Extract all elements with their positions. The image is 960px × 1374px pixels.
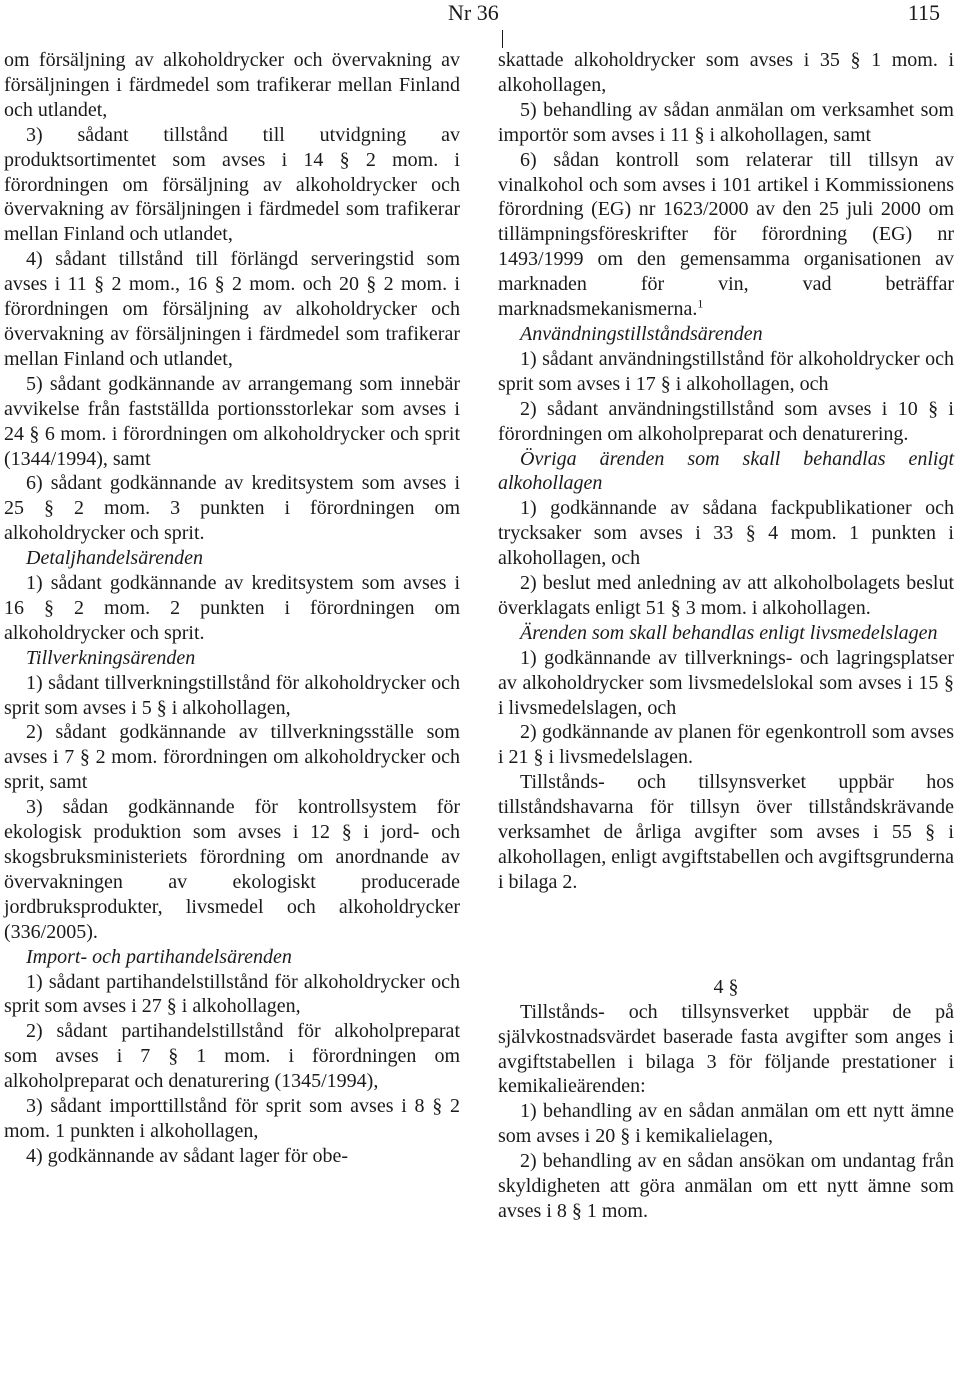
paragraph-text: 1) godkännande av sådana fackpublikationer och trycksaker som avses i 33 § 4 mom. 1 punkten i alkohollagen, och [498,497,954,570]
paragraph [4,471,460,546]
paragraph [498,148,954,322]
paragraph-text: 2) sådant partihandelstillstånd för alkoholpreparat som avses i 7 § 1 mom. i förordningen om alkoholpreparat och denaturering (1345/1994), [4,1020,460,1093]
section-heading-text: Användningstillståndsärenden [520,322,763,345]
paragraph-text: 4) godkännande av sådant lager för obe- [26,1144,349,1167]
paragraph-text: 3) sådant tillstånd till utvidgning av produktsortimentet som avses i 14 § 2 mom. i förordningen om försäljning av alkoholdrycker och övervakning av försäljningen i färdmedel som trafikerar mellan Finland och utlandet, [4,123,460,246]
section-gap [498,915,954,955]
paragraph [4,671,460,721]
section-heading [4,646,460,671]
paragraph-text: skattade alkoholdrycker som avses i 35 § 1 mom. i alkohollagen, [498,49,954,96]
paragraph [498,347,954,397]
paragraph-text: 5) behandling av sådan anmälan om verksamhet som importör som avses i 11 § i alkohollagen, samt [498,98,954,146]
paragraph-text: 4) sådant tillstånd till förlängd serveringstid som avses i 11 § 2 mom., 16 § 2 mom. och 20 § 2 mom. i förordningen om försäljning av alkoholdrycker och övervakning av försäljningen i färdmedel som trafikerar mellan Finland och utlandet, [4,248,460,370]
page-number: 115 [907,0,940,25]
paragraph-text: 1) sådant godkännande av kreditsystem som avses i 16 § 2 mom. 2 punkten i förordningen om alkoholdrycker och sprit. [4,572,460,644]
footnote-marker: 1 [697,296,704,311]
paragraph [4,1144,460,1169]
paragraph [498,646,954,721]
paragraph [498,397,954,447]
paragraph [4,795,460,944]
paragraph [4,720,460,795]
paragraph [4,1019,460,1094]
paragraph [4,571,460,646]
paragraph-text: 1) godkännande av tillverknings- och lagringsplatser av alkoholdrycker som livsmedelslokal som avses i 15 § i livsmedelslagen, och [498,646,954,719]
paragraph [4,372,460,472]
paragraph [4,123,460,248]
paragraph-text: 5) sådant godkännande av arrangemang som innebär avvikelse från fastställda portionsstorlekar som avses i 24 § 6 mom. i förordningen om alkoholdrycker och sprit (1344/1994), samt [4,372,460,470]
right-column [498,48,954,1224]
paragraph-text: 1) sådant partihandelstillstånd för alkoholdrycker och sprit som avses i 27 § i alkohollagen, [4,970,460,1018]
section-number-text: 4 § [713,975,739,998]
section-heading [498,621,954,646]
paragraph [498,1000,954,1100]
paragraph-text: 2) godkännande av planen för egenkontroll som avses i 21 § i livsmedelslagen. [498,721,954,769]
left-column [4,48,460,1169]
paragraph-text: 2) behandling av en sådan ansökan om undantag från skyldigheten att göra anmälan om ett nytt ämne som avses i 8 § 1 mom. [498,1150,954,1222]
paragraph [498,98,954,148]
paragraph-text: 3) sådan godkännande för kontrollsystem för ekologisk produktion som avses i 12 § i jord- och skogsbruksministeriets förordning om anordnande av övervakningen av ekologiskt producerade jordbruksprodukter, livsmedel och alkoholdrycker (336/2005). [4,796,460,943]
paragraph-text: 6) sådan kontroll som relaterar till tillsyn av vinalkohol och som avses i 101 artikel i Kommissionens förordning (EG) nr 1623/2000 av den 25 juli 2000 om tillämpningsföreskrifter för förordning (EG) nr 1493/1999 om den gemensamma organisationen av marknaden för vin, vad beträffar marknadsmekanismerna. [498,148,954,321]
section-heading-text: Ärenden som skall behandlas enligt livsmedelslagen [520,621,938,644]
section-heading [498,322,954,347]
section-heading [4,546,460,571]
paragraph [498,1099,954,1149]
section-heading [498,447,954,497]
header-divider [502,30,503,48]
paragraph-text: 2) sådant godkännande av tillverkningsställe som avses i 7 § 2 mom. förordningen om alkoholdrycker och sprit, samt [4,721,460,794]
paragraph [498,496,954,571]
paragraph-text: 2) sådant användningstillstånd som avses i 10 § i förordningen om alkoholpreparat och denaturering. [498,397,954,445]
section-heading-text: Tillverkningsärenden [26,646,196,669]
paragraph [4,247,460,372]
paragraph [4,48,460,123]
page-header [0,0,960,30]
paragraph-text: 1) sådant tillverkningstillstånd för alkoholdrycker och sprit som avses i 5 § i alkohollagen, [4,671,460,719]
issue-number: Nr 36 [448,0,499,25]
paragraph [498,571,954,621]
paragraph-text: 3) sådant importtillstånd för sprit som avses i 8 § 2 mom. 1 punkten i alkohollagen, [4,1095,460,1142]
paragraph [498,770,954,895]
paragraph-text: 1) behandling av en sådan anmälan om ett nytt ämne som avses i 20 § i kemikalielagen, [498,1100,954,1148]
paragraph-text: Tillstånds- och tillsynsverket uppbär de på självkostnadsvärdet baserade fasta avgifter som anges i avgiftstabellen i bilaga 3 för följande prestationer i kemikalieärenden: [498,1000,954,1098]
section-number [498,975,954,1000]
paragraph [4,970,460,1020]
section-heading-text: Detaljhandelsärenden [26,547,204,570]
section-heading-text: Övriga ärenden som skall behandlas enligt alkohollagen [498,447,954,495]
section-heading [4,945,460,970]
paragraph-text: om försäljning av alkoholdrycker och övervakning av försäljningen i färdmedel som trafikerar mellan Finland och utlandet, [4,49,460,121]
paragraph-text: Tillstånds- och tillsynsverket uppbär hos tillståndshavarna för tillsyn över tillståndskrävande verksamhet de årliga avgifter som avses i 55 § i alkohollagen, enligt avgiftstabellen och avgiftsgrunderna i bilaga 2. [498,771,954,893]
paragraph-text: 2) beslut med anledning av att alkoholbolagets beslut överklagats enligt 51 § 3 mom. i alkohollagen. [498,572,954,619]
section-heading-text: Import- och partihandelsärenden [26,945,292,968]
paragraph [498,720,954,770]
paragraph-text: 1) sådant användningstillstånd för alkoholdrycker och sprit som avses i 17 § i alkohollagen, och [498,347,954,395]
paragraph [498,48,954,98]
paragraph [4,1094,460,1144]
paragraph-text: 6) sådant godkännande av kreditsystem som avses i 25 § 2 mom. 3 punkten i förordningen om alkoholdrycker och sprit. [4,472,460,545]
paragraph [498,1149,954,1224]
